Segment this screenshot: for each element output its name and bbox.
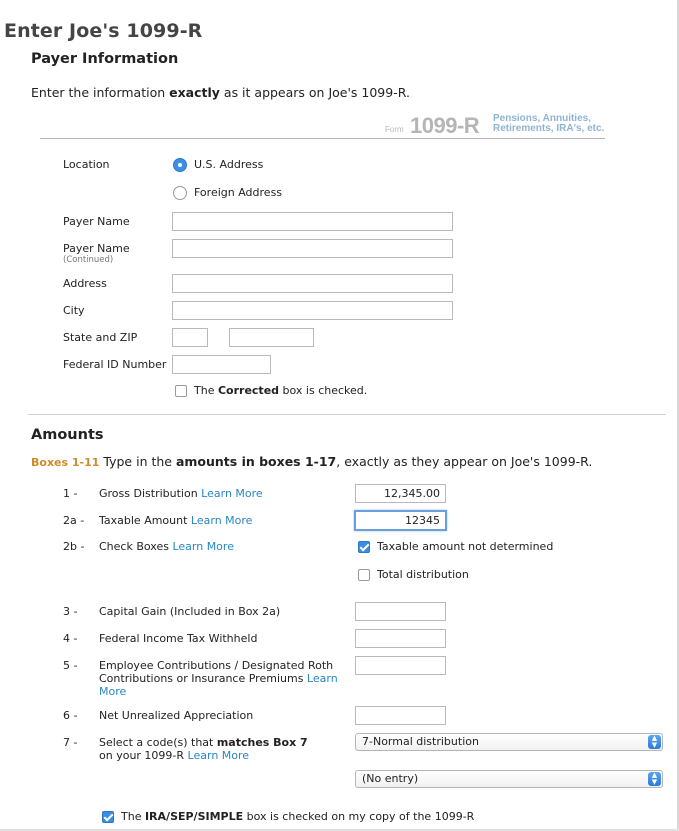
- payer-name-label: Payer Name: [63, 215, 130, 228]
- boxes-tag: Boxes 1-11: [31, 456, 100, 469]
- payer-instructions-bold: exactly: [169, 85, 220, 100]
- box7-code-select-2[interactable]: [355, 770, 663, 788]
- page-title: Enter Joe's 1099-R: [4, 20, 203, 42]
- box6-number: 6 -: [63, 709, 78, 722]
- ira-post: box is checked on my copy of the 1099-R: [243, 810, 475, 823]
- box7-code-select-2-value: (No entry): [362, 772, 419, 785]
- city-input[interactable]: [172, 301, 453, 320]
- box6-net-unrealized-appreciation-input[interactable]: [355, 706, 446, 725]
- box7-label: [99, 736, 308, 762]
- ira-bold: IRA/SEP/SIMPLE: [144, 810, 244, 823]
- amounts-instructions: [31, 454, 592, 469]
- payer-instructions-pre: Enter the information: [31, 85, 170, 100]
- ira-pre: The: [121, 810, 145, 823]
- corrected-pre: The: [194, 384, 218, 397]
- radio-us-address-label[interactable]: U.S. Address: [194, 158, 264, 171]
- box6-label: Net Unrealized Appreciation: [99, 709, 254, 722]
- form-description-line2: Retirements, IRA's, etc.: [493, 123, 605, 134]
- box3-label: Capital Gain (Included in Box 2a): [99, 605, 281, 618]
- box1-gross-distribution-input[interactable]: [355, 484, 446, 503]
- ira-sep-simple-label[interactable]: [121, 810, 474, 823]
- taxable-not-determined-checkbox[interactable]: [358, 541, 370, 553]
- radio-foreign-address-label[interactable]: Foreign Address: [194, 186, 283, 199]
- payer-name-continued-sublabel: (Continued): [63, 255, 114, 265]
- box5-employee-contributions-input[interactable]: [355, 656, 446, 675]
- box2b-label: [99, 540, 234, 553]
- box7-label-bold: matches Box 7: [216, 736, 308, 749]
- payer-name-input[interactable]: [172, 212, 453, 231]
- payer-name-continued-label: Payer Name: [63, 242, 130, 255]
- box1-number: 1 -: [63, 487, 78, 500]
- box2b-learn-more-link[interactable]: Learn More: [172, 540, 234, 553]
- box1-learn-more-link[interactable]: Learn More: [201, 487, 263, 500]
- box2a-learn-more-link[interactable]: Learn More: [190, 514, 253, 527]
- corrected-checkbox-label[interactable]: [194, 384, 367, 397]
- state-input[interactable]: [172, 328, 208, 347]
- form-number: 1099-R: [410, 113, 480, 138]
- form-description: [493, 114, 604, 134]
- federal-id-label: Federal ID Number: [63, 358, 167, 371]
- box2a-label-text: Taxable Amount: [99, 514, 188, 527]
- payer-instructions-post: as it appears on Joe's 1099-R.: [219, 85, 410, 100]
- box5-learn-more-link-a[interactable]: Learn: [306, 672, 338, 685]
- corrected-checkbox[interactable]: [175, 385, 187, 397]
- state-zip-label: State and ZIP: [63, 331, 138, 344]
- box5-number: 5 -: [63, 659, 78, 672]
- zip-input[interactable]: [229, 328, 314, 347]
- box7-code-select-1-value: 7-Normal distribution: [362, 735, 479, 748]
- box5-learn-more-link-b[interactable]: More: [99, 685, 127, 698]
- total-distribution-checkbox[interactable]: [358, 569, 370, 581]
- box4-label: Federal Income Tax Withheld: [99, 632, 258, 645]
- box3-number: 3 -: [63, 605, 78, 618]
- location-label: Location: [63, 158, 110, 171]
- corrected-bold: Corrected: [217, 384, 280, 397]
- form-word: Form: [385, 125, 404, 134]
- box5-label-line2: Contributions or Insurance Premiums: [99, 672, 304, 685]
- amounts-instr-bold: amounts in boxes 1-17: [175, 454, 337, 469]
- box4-federal-tax-withheld-input[interactable]: [355, 629, 446, 648]
- payer-information-heading: Payer Information: [31, 51, 179, 67]
- box3-capital-gain-input[interactable]: [355, 602, 446, 621]
- federal-id-input[interactable]: [172, 355, 271, 374]
- box2b-number: 2b -: [63, 540, 85, 553]
- banner-divider: [40, 138, 605, 139]
- ira-sep-simple-checkbox[interactable]: [102, 811, 114, 823]
- total-distribution-label[interactable]: Total distribution: [377, 568, 469, 581]
- select-chevron-updown-icon: ▲ ▼: [648, 735, 661, 749]
- box1-label-text: Gross Distribution: [99, 487, 198, 500]
- select-chevron-updown-icon: ▲ ▼: [648, 772, 661, 786]
- radio-foreign-address[interactable]: [173, 186, 187, 200]
- form-1099r-banner: [384, 113, 614, 139]
- city-label: City: [63, 304, 85, 317]
- box2b-label-text: Check Boxes: [99, 540, 169, 553]
- payer-instructions: [31, 85, 410, 100]
- box7-code-select-1[interactable]: [355, 733, 663, 751]
- box4-number: 4 -: [63, 632, 78, 645]
- amounts-instr-post: , exactly as they appear on Joe's 1099-R.: [336, 454, 593, 469]
- payer-name-continued-input[interactable]: [172, 239, 453, 258]
- box7-learn-more-link[interactable]: Learn More: [187, 749, 250, 762]
- box2a-taxable-amount-input[interactable]: [354, 510, 447, 531]
- box7-label-line2: on your 1099-R: [99, 749, 185, 762]
- box5-label-line1: Employee Contributions / Designated Roth: [99, 659, 334, 672]
- amounts-heading: Amounts: [31, 427, 104, 443]
- box5-label: [99, 659, 338, 698]
- address-label: Address: [63, 277, 107, 290]
- box7-number: 7 -: [63, 736, 78, 749]
- address-input[interactable]: [172, 274, 453, 293]
- taxable-not-determined-label[interactable]: Taxable amount not determined: [377, 540, 554, 553]
- form-description-line1: Pensions, Annuities,: [493, 113, 591, 124]
- amounts-instr-pre: Type in the: [103, 454, 176, 469]
- radio-us-address[interactable]: [173, 158, 187, 172]
- box7-label-pre: Select a code(s) that: [99, 736, 217, 749]
- section-divider: [28, 414, 666, 415]
- box2a-number: 2a -: [63, 514, 85, 527]
- corrected-post: box is checked.: [279, 384, 368, 397]
- box2a-label: [99, 514, 252, 527]
- box1-label: [99, 487, 263, 500]
